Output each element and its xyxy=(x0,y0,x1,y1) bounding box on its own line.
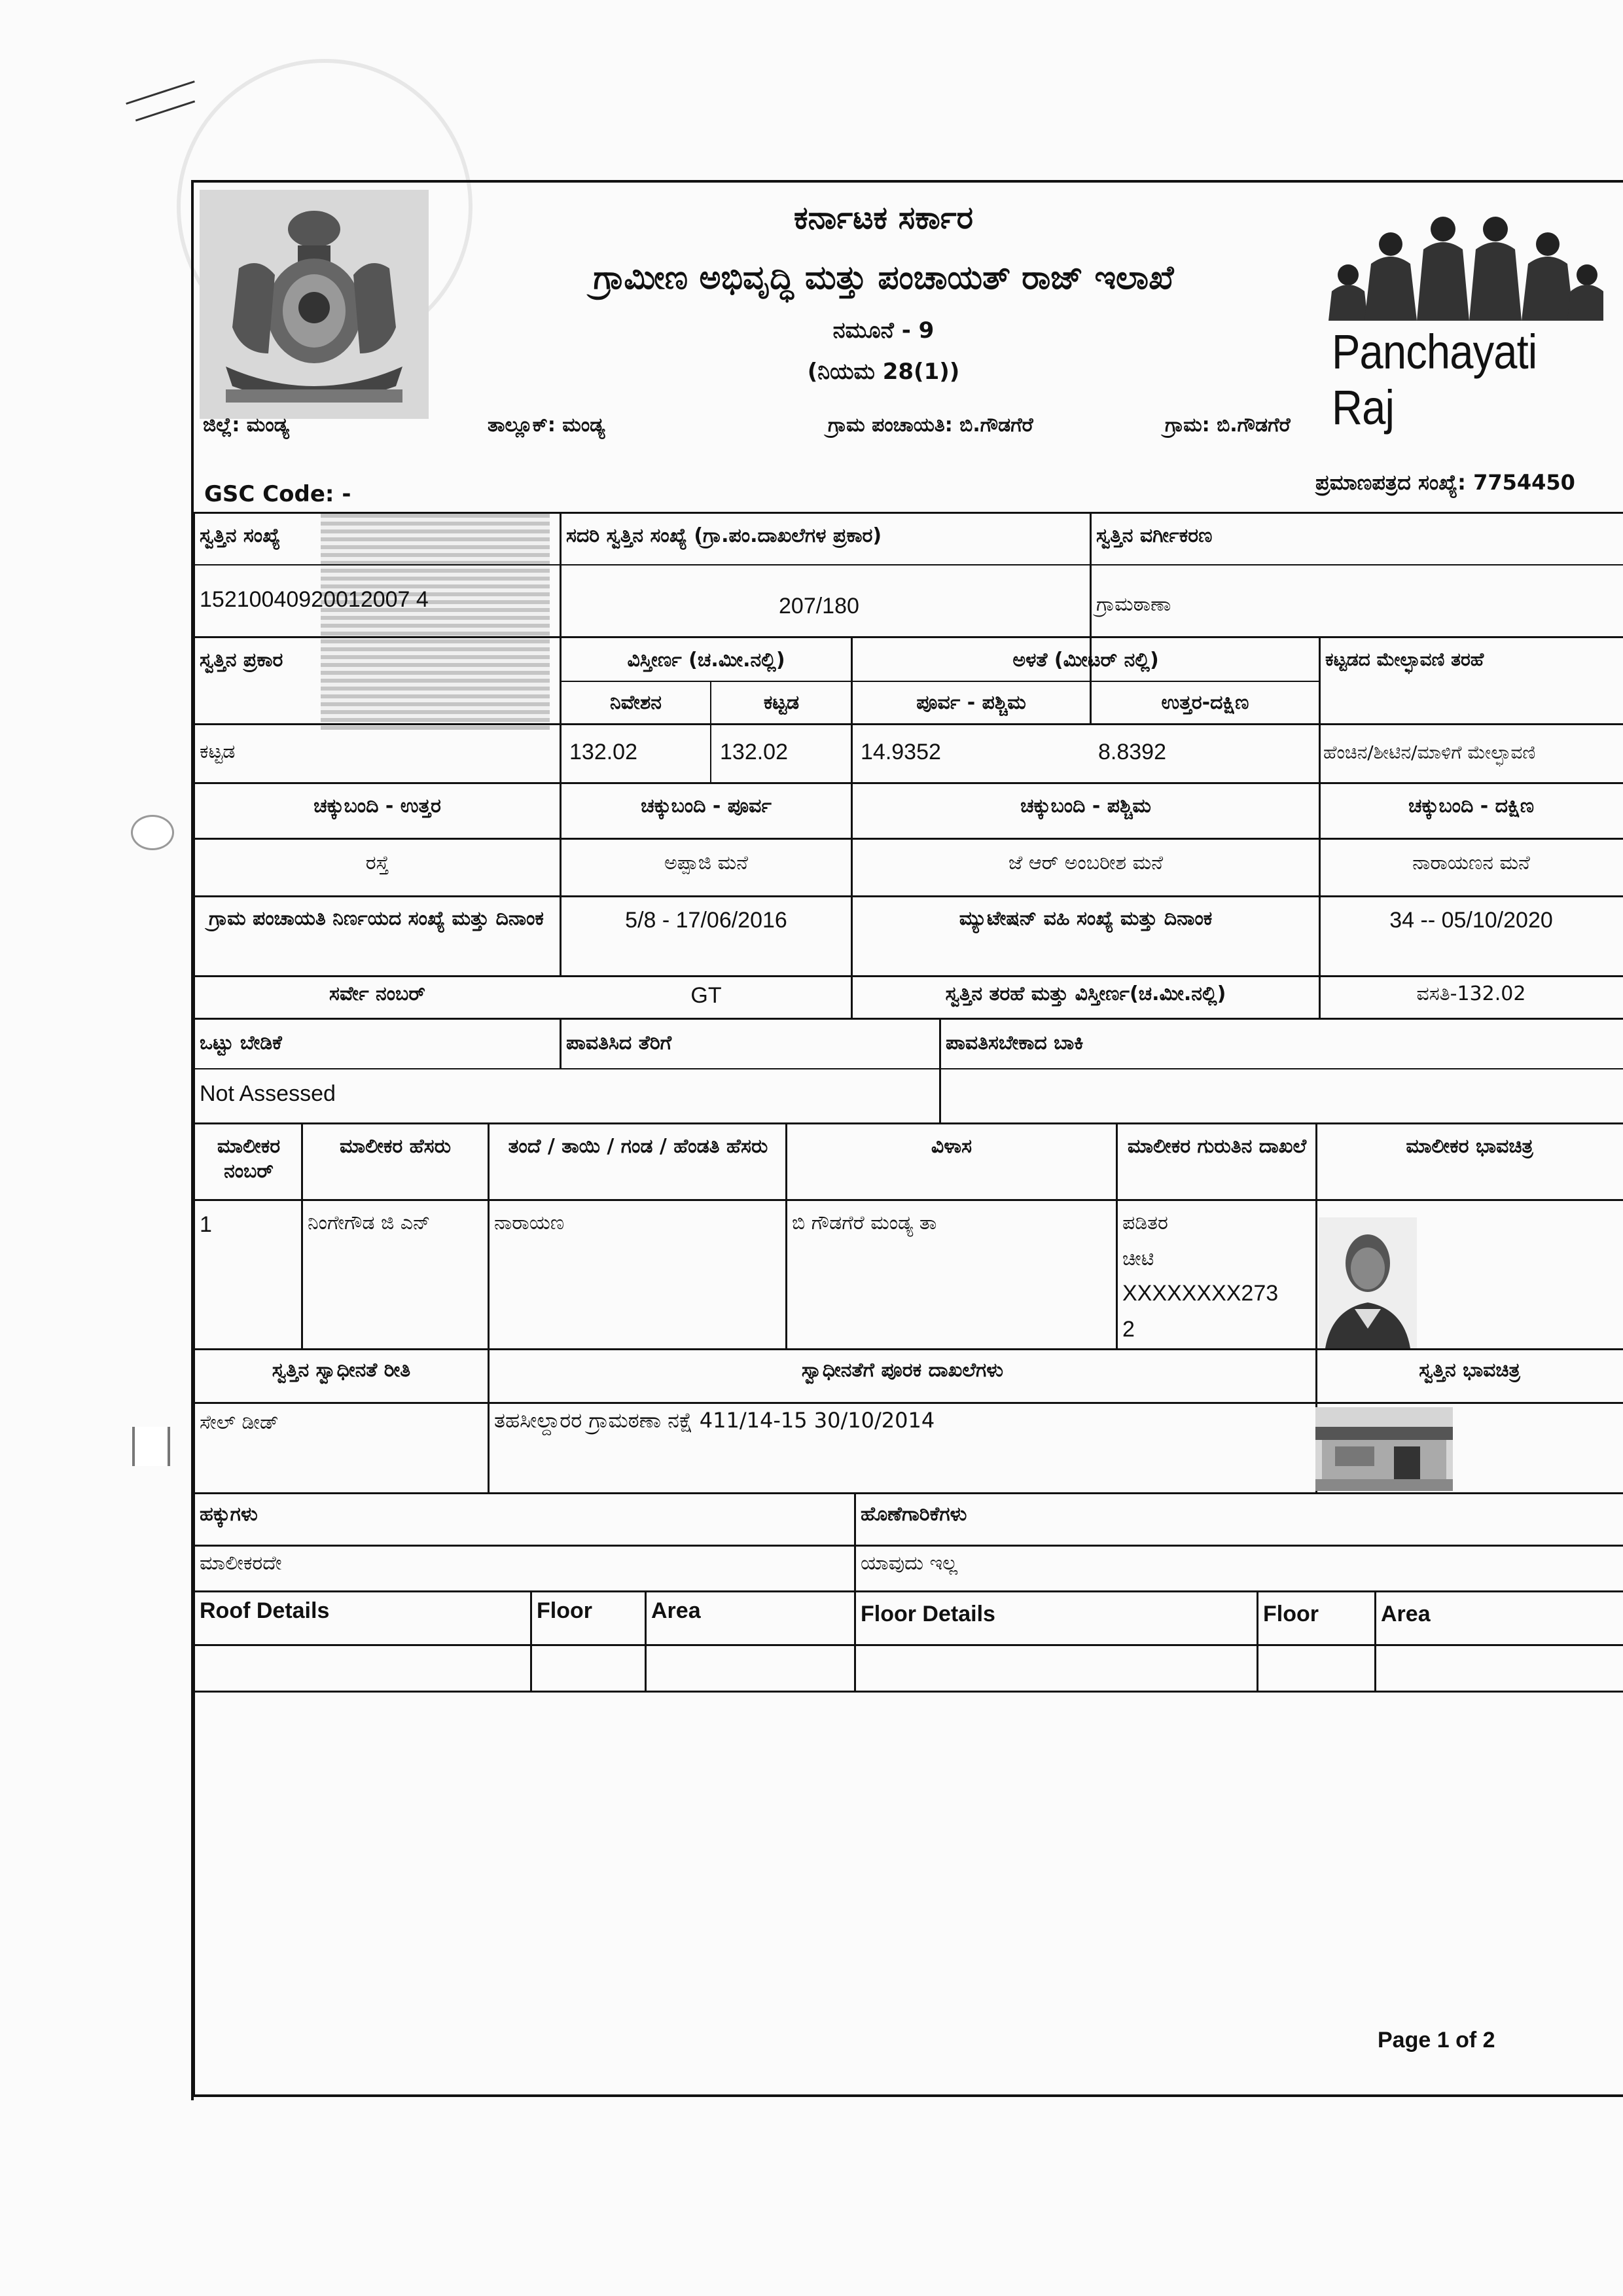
rule xyxy=(193,1122,1623,1124)
owner-number-header: ಮಾಲೀಕರ ನಂಬರ್ xyxy=(217,1135,281,1183)
panchayati-raj-logo xyxy=(1329,206,1603,435)
liabilities-value: ಯಾವುದು ಇಲ್ಲ xyxy=(861,1552,958,1575)
liabilities-label: ಹೊಣೆಗಾರಿಕೆಗಳು xyxy=(861,1503,967,1526)
floor-details-label: Floor Details xyxy=(861,1602,995,1626)
boundary-north-label: ಚಕ್ಕುಬಂದಿ - ಉತ್ತರ xyxy=(313,795,441,817)
owner-id-line3: XXXXXXXX273 xyxy=(1122,1281,1279,1306)
logo-text: Panchayati Raj xyxy=(1332,325,1537,435)
acquisition-docs-value: ತಹಸೀಲ್ದಾರರ ಗ್ರಾಮಠಣಾ ನಕ್ಷೆ 411/14-15 30/10/2014 xyxy=(494,1408,935,1433)
roof-floor-label: Floor xyxy=(537,1598,592,1623)
floor-floor-label: Floor xyxy=(1263,1602,1319,1626)
rule xyxy=(193,975,1623,977)
sadari-label: ಸದರಿ ಸ್ವತ್ತಿನ ಸಂಖ್ಯೆ (ಗ್ರಾ.ಪಂ.ದಾಖಲೆಗಳ ಪ್ರಕಾರ) xyxy=(566,524,882,547)
rights-value: ಮಾಲೀಕರದೇ xyxy=(200,1552,282,1575)
rule xyxy=(193,564,1623,565)
taluk: ತಾಲ್ಲೂಕ್: ಮಂಡ್ಯ xyxy=(488,414,605,437)
rule xyxy=(193,1545,1623,1547)
rule xyxy=(560,681,1319,682)
rule xyxy=(193,2094,1623,2097)
village: ಗ್ರಾಮ: ಬಿ.ಗೌಡಗೆರೆ xyxy=(1165,414,1291,437)
owner-address: ಬಿ ಗೌಡಗೆರೆ ಮಂಡ್ಯ ತಾ xyxy=(792,1211,937,1234)
owner-relative: ನಾರಾಯಣ xyxy=(494,1211,565,1234)
gram-panchayat: ಗ್ರಾಮ ಪಂಚಾಯತಿ: ಬಿ.ಗೌಡಗೆರೆ xyxy=(828,414,1033,437)
acquisition-method-value: ಸೇಲ್ ಡೀಡ್ xyxy=(200,1411,279,1434)
usage-value: ವಸತಿ-132.02 xyxy=(1416,982,1526,1005)
rule-number: (ನಿಯಮ 28(1)) xyxy=(807,359,960,385)
boundary-south-label: ಚಕ್ಕುಬಂದಿ - ದಕ್ಷಿಣ xyxy=(1408,795,1535,817)
boundary-south-value: ನಾರಾಯಣನ ಮನೆ xyxy=(1412,852,1530,874)
rule xyxy=(193,1068,1623,1069)
roofing-label: ಕಟ್ಟಡದ ಮೇಲ್ಛಾವಣಿ ತರಹೆ xyxy=(1325,649,1484,670)
form-number: ನಮೂನೆ - 9 xyxy=(832,317,935,344)
rule xyxy=(193,1348,1623,1350)
property-photo-label: ಸ್ವತ್ತಿನ ಭಾವಚಿತ್ರ xyxy=(1419,1359,1520,1382)
rule xyxy=(1257,1590,1258,1691)
owner-address-header: ವಿಳಾಸ xyxy=(931,1135,972,1158)
survey-value: GT xyxy=(690,983,722,1008)
balance-label: ಪಾವತಿಸಬೇಕಾದ ಬಾಕಿ xyxy=(946,1031,1084,1054)
building-value: 132.02 xyxy=(720,740,788,764)
people-icon xyxy=(1329,206,1603,324)
karnataka-emblem xyxy=(200,190,429,419)
property-type-value: ಕಟ್ಟಡ xyxy=(200,740,236,763)
rule xyxy=(1319,636,1321,782)
page-number: Page 1 of 2 xyxy=(1378,2028,1495,2053)
rule xyxy=(530,1590,532,1691)
rule xyxy=(560,512,562,782)
rule xyxy=(193,782,1623,784)
roofing-value: ಹೆಂಚಿನ/ಶೀಟಿನ/ಮಾಳಿಗೆ ಮೇಲ್ಛಾವಣಿ xyxy=(1323,742,1536,763)
boundary-west-value: ಜೆ ಆರ್ ಅಂಬರೀಶ ಮನೆ xyxy=(1008,852,1164,874)
rule xyxy=(193,1492,1623,1494)
qr-code xyxy=(321,514,550,730)
owner-number: 1 xyxy=(200,1212,212,1237)
rule xyxy=(488,1122,490,1348)
floor-area-label: Area xyxy=(1381,1602,1431,1626)
rule xyxy=(193,512,195,2097)
rule xyxy=(193,1590,1623,1592)
rule xyxy=(193,1199,1623,1201)
rule xyxy=(1116,1122,1118,1348)
property-id-value: 15210040920012007 4 xyxy=(200,587,429,612)
rule xyxy=(193,1691,1623,1693)
rule xyxy=(193,636,1623,638)
rule xyxy=(193,838,1623,840)
sadari-value: 207/180 xyxy=(779,594,859,619)
north-south-label: ಉತ್ತರ-ದಕ್ಷಿಣ xyxy=(1161,691,1249,714)
rule xyxy=(193,1018,1623,1020)
owner-id-line4: 2 xyxy=(1122,1317,1135,1342)
department-title: ಗ್ರಾಮೀಣ ಅಭಿವೃದ್ಧಿ ಮತ್ತು ಪಂಚಾಯತ್ ರಾಜ್ ಇಲಾಖೆ xyxy=(593,259,1174,296)
boundary-east-value: ಅಪ್ಪಾಜಿ ಮನೆ xyxy=(664,852,748,874)
property-id-label: ಸ್ವತ್ತಿನ ಸಂಖ್ಯೆ xyxy=(200,524,281,547)
building-label: ಕಟ್ಟಡ xyxy=(763,691,800,714)
rule xyxy=(939,1018,941,1122)
rule xyxy=(193,512,1623,514)
usage-label: ಸ್ವತ್ತಿನ ತರಹೆ ಮತ್ತು ವಿಸ್ತೀರ್ಣ(ಚ.ಮೀ.ನಲ್ಲಿ) xyxy=(945,982,1226,1005)
owner-photo xyxy=(1319,1217,1417,1348)
gsc-code: GSC Code: - xyxy=(204,481,351,507)
boundary-north-value: ರಸ್ತೆ xyxy=(365,852,389,874)
roof-details-label: Roof Details xyxy=(200,1598,330,1623)
dimension-label: ಅಳತೆ (ಮೀಟರ್ ನಲ್ಲಿ) xyxy=(1012,649,1159,672)
roof-area-label: Area xyxy=(651,1598,701,1623)
owner-id-header: ಮಾಲೀಕರ ಗುರುತಿನ ದಾಖಲೆ xyxy=(1127,1135,1307,1158)
rights-label: ಹಕ್ಕುಗಳು xyxy=(200,1503,258,1526)
east-west-label: ಪೂರ್ವ - ಪಶ್ಚಿಮ xyxy=(916,691,1026,714)
mutation-label: ಮ್ಯುಟೇಷನ್ ವಹಿ ಸಂಖ್ಯೆ ಮತ್ತು ದಿನಾಂಕ xyxy=(959,907,1213,930)
rule xyxy=(193,1402,1623,1404)
category-value: ಗ್ರಾಮಠಾಣಾ xyxy=(1096,593,1171,616)
property-photo xyxy=(1315,1407,1453,1491)
rule xyxy=(193,723,1623,725)
survey-label: ಸರ್ವೇ ನಂಬರ್ xyxy=(329,982,425,1005)
east-west-value: 14.9352 xyxy=(861,740,941,764)
acquisition-method-label: ಸ್ವತ್ತಿನ ಸ್ವಾಧೀನತೆ ರೀತಿ xyxy=(272,1359,411,1382)
resolution-value: 5/8 - 17/06/2016 xyxy=(625,908,787,933)
rule xyxy=(193,895,1623,897)
site-label: ನಿವೇಶನ xyxy=(610,691,662,714)
rule xyxy=(710,681,711,782)
district: ಜಿಲ್ಲೆ: ಮಂಡ್ಯ xyxy=(203,414,289,437)
tax-paid-label: ಪಾವತಿಸಿದ ತೆರಿಗೆ xyxy=(566,1031,672,1054)
resolution-label: ಗ್ರಾಮ ಪಂಚಾಯತಿ ನಿರ್ಣಯದ ಸಂಖ್ಯೆ ಮತ್ತು ದಿನಾಂಕ xyxy=(209,907,544,930)
punch-hole xyxy=(131,815,174,850)
rule xyxy=(645,1590,647,1691)
rule xyxy=(1374,1590,1376,1691)
scan-mark xyxy=(135,100,195,121)
rule xyxy=(560,1018,562,1068)
boundary-west-label: ಚಕ್ಕುಬಂದಿ - ಪಶ್ಚಿಮ xyxy=(1020,795,1151,817)
owner-name: ನಿಂಗೇಗೌಡ ಜಿ ಎನ್ xyxy=(308,1211,431,1234)
owner-id-line1: ಪಡಿತರ xyxy=(1122,1211,1168,1234)
mutation-value: 34 -- 05/10/2020 xyxy=(1389,908,1553,933)
north-south-value: 8.8392 xyxy=(1098,740,1166,764)
rule xyxy=(193,1644,1623,1646)
owner-id-line2: ಚೀಟಿ xyxy=(1122,1247,1154,1270)
government-title: ಕರ್ನಾಟಕ ಸರ್ಕಾರ xyxy=(793,200,974,236)
site-value: 132.02 xyxy=(569,740,637,764)
owner-relative-header: ತಂದೆ / ತಾಯಿ / ಗಂಡ / ಹೆಂಡತಿ ಹೆಸರು xyxy=(508,1135,768,1158)
property-type-label: ಸ್ವತ್ತಿನ ಪ್ರಕಾರ xyxy=(200,649,283,672)
total-demand-value: Not Assessed xyxy=(200,1081,336,1106)
certificate-number: ಪ್ರಮಾಣಪತ್ರದ ಸಂಖ್ಯೆ: 7754450 xyxy=(1315,470,1575,495)
owner-name-header: ಮಾಲೀಕರ ಹೆಸರು xyxy=(339,1135,451,1158)
category-label: ಸ್ವತ್ತಿನ ವರ್ಗೀಕರಣ xyxy=(1096,524,1213,547)
scan-mark xyxy=(126,81,195,105)
boundary-east-label: ಚಕ್ಕುಬಂದಿ - ಪೂರ್ವ xyxy=(641,795,772,817)
punch-hole xyxy=(132,1427,170,1466)
rule xyxy=(854,1492,856,1691)
acquisition-docs-label: ಸ್ವಾಧೀನತೆಗೆ ಪೂರಕ ದಾಖಲೆಗಳು xyxy=(801,1359,1004,1382)
owner-photo-header: ಮಾಲೀಕರ ಭಾವಚಿತ್ರ xyxy=(1406,1135,1533,1158)
total-demand-label: ಒಟ್ಟು ಬೇಡಿಕೆ xyxy=(200,1031,282,1054)
area-label: ವಿಸ್ತೀರ್ಣ (ಚ.ಮೀ.ನಲ್ಲಿ) xyxy=(627,649,785,672)
